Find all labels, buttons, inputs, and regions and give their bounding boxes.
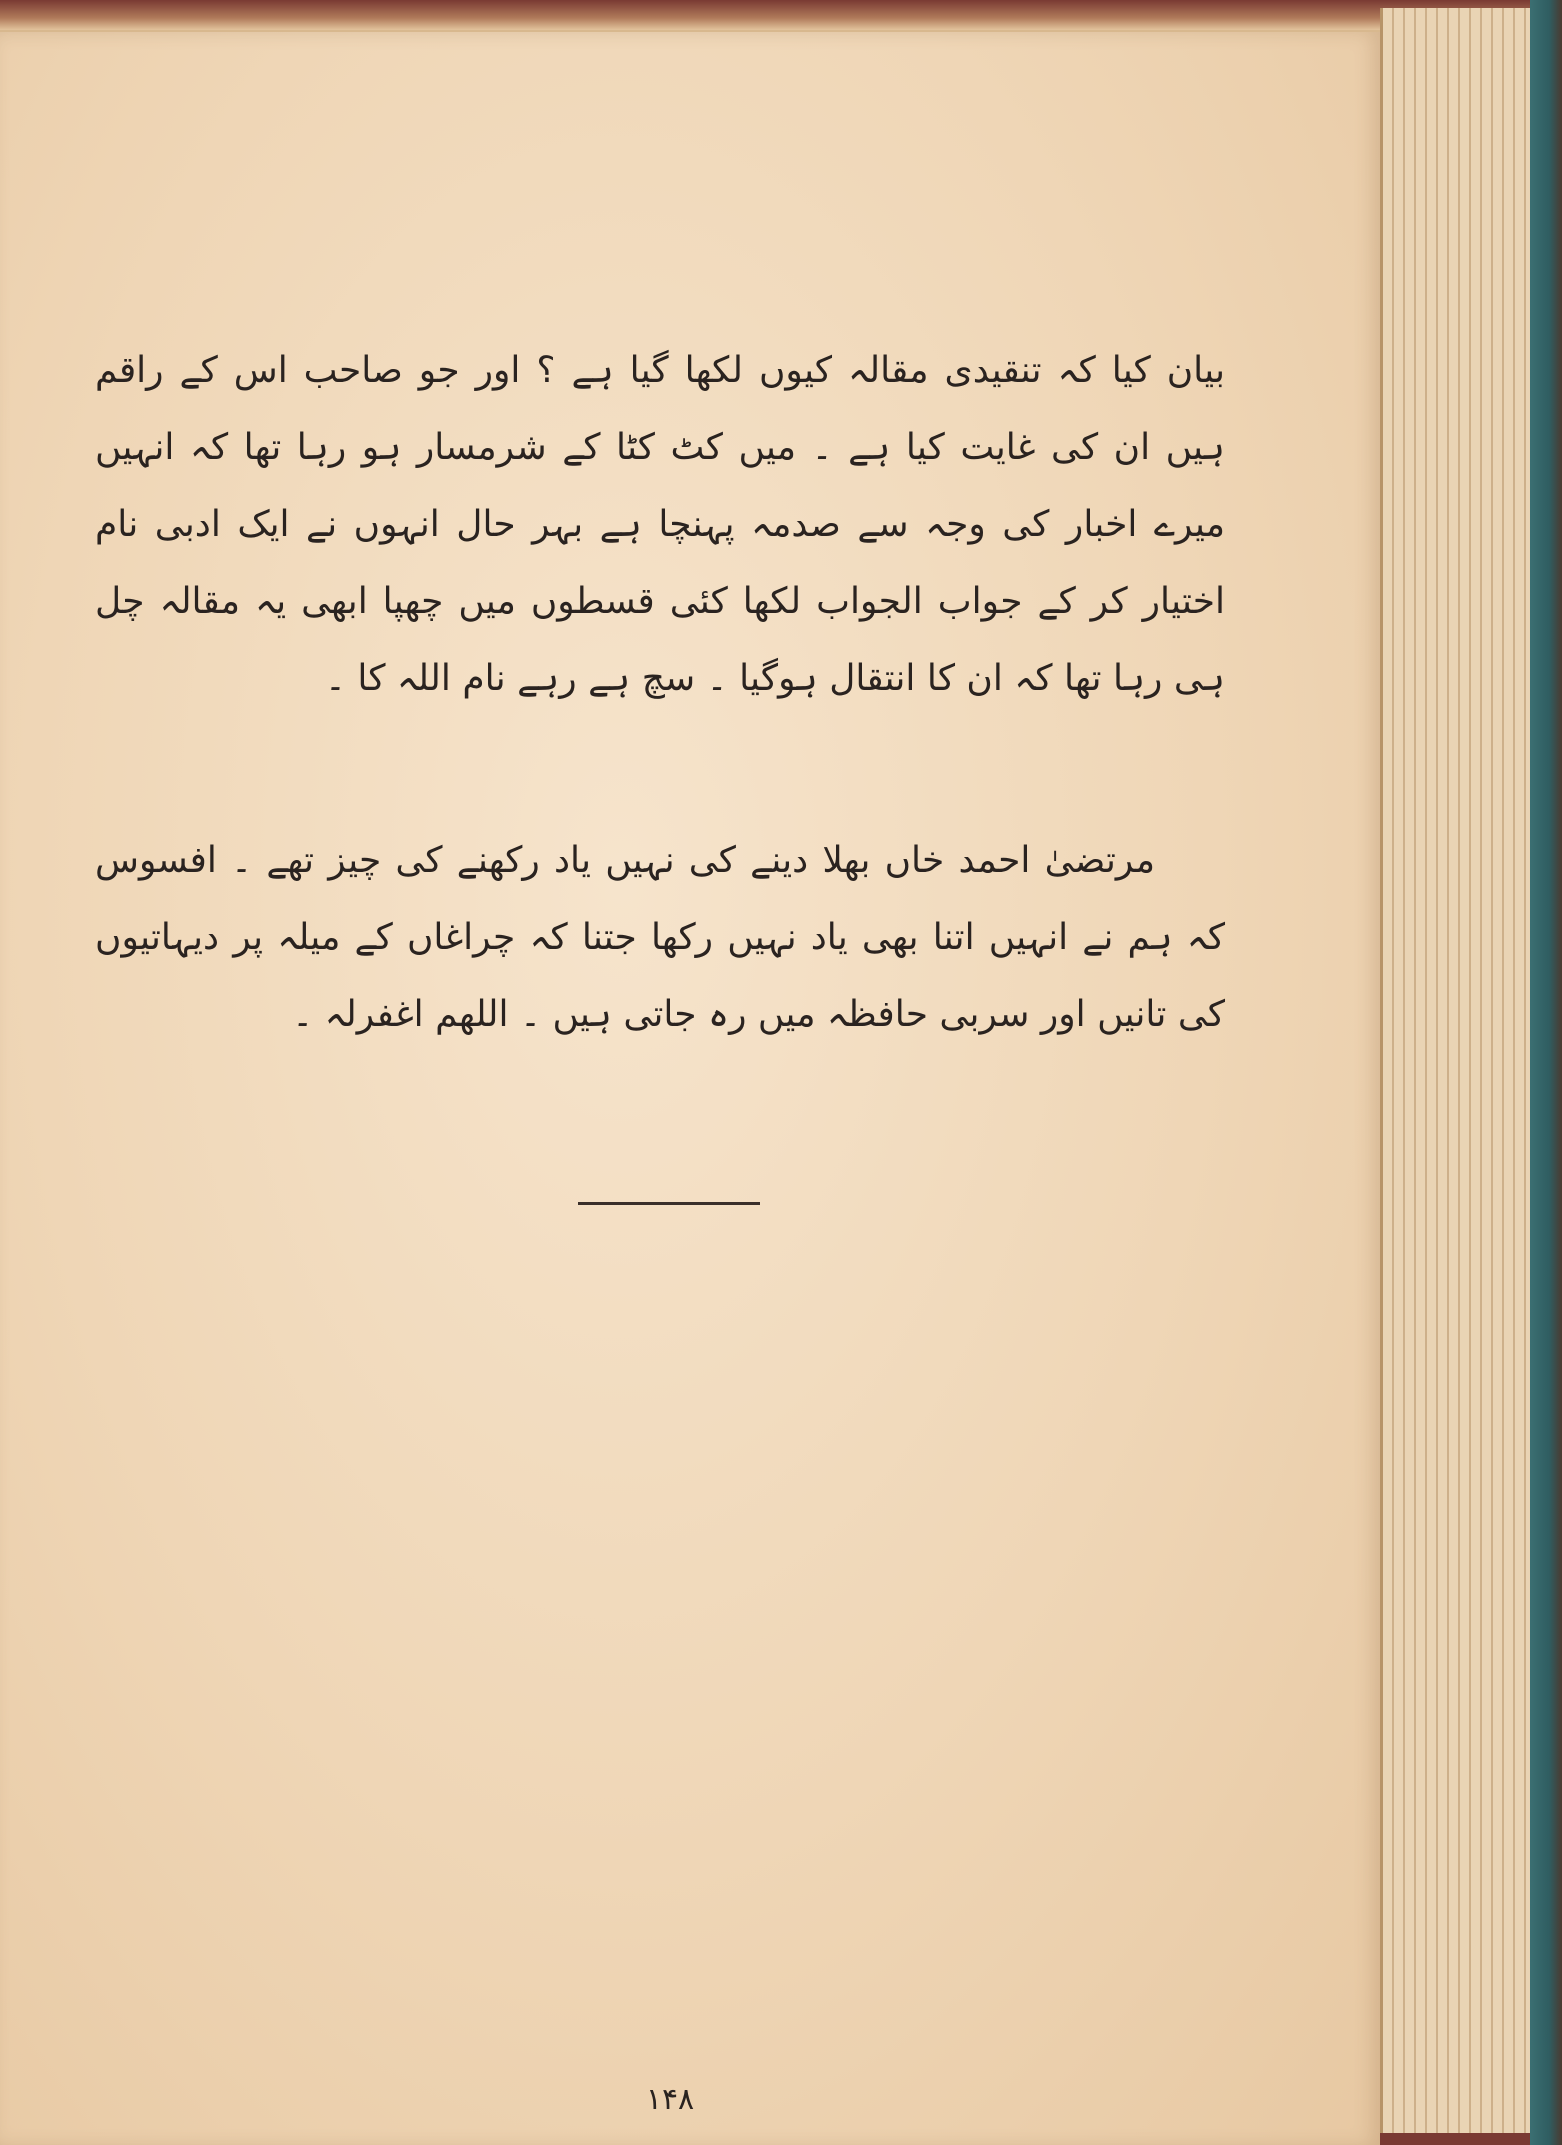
page-edges xyxy=(1380,8,1533,2133)
section-divider xyxy=(578,1202,760,1205)
page-number: ۱۴۸ xyxy=(645,2082,695,2117)
paragraph-2: مرتضیٰ احمد خاں بھلا دینے کی نہیں یاد رکھنے کی چیز تھے ۔ افسوس کہ ہم نے انہیں اتنا بھی یاد نہیں رکھا جتنا کہ چراغاں کے میلہ پر دیہاتیوں کی تانیں اور سربی حافظہ میں رہ جاتی ہیں ۔ اللھم اغفرلہ ۔ xyxy=(95,840,1225,1035)
book-cover-edge xyxy=(1530,0,1562,2145)
paragraph-1: بیان کیا کہ تنقیدی مقالہ کیوں لکھا گیا ہے ؟ اور جو صاحب اس کے راقم ہیں ان کی غایت کیا ہے ۔ میں کٹ کٹا کے شرمسار ہو رہا تھا کہ انہیں میرے اخبار کی وجہ سے صدمہ پہنچا ہے بہر حال انہوں نے ایک ادبی نام اختیار کر کے جواب الجواب لکھا کئی قسطوں میں چھپا ابھی یہ مقالہ چل ہی رہا تھا کہ ان کا انتقال ہوگیا ۔ سچ ہے رہے نام اللہ کا ۔ xyxy=(95,350,1225,699)
book-top-edge xyxy=(0,0,1530,30)
book-page xyxy=(0,30,1380,2145)
